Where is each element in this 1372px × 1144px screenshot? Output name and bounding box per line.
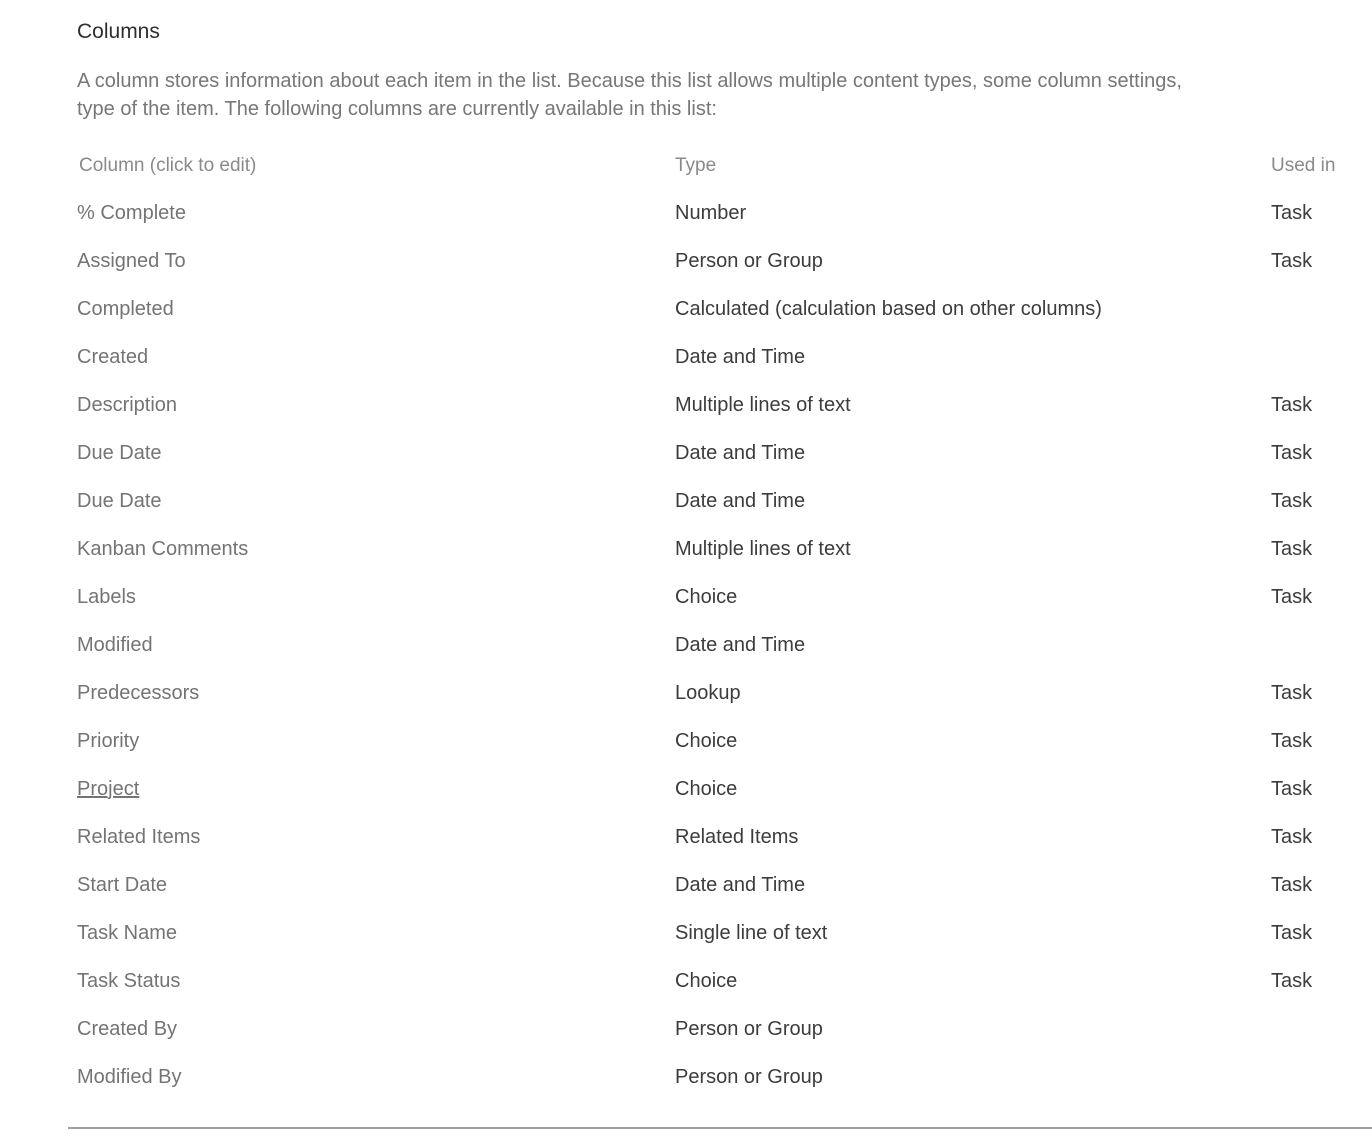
column-used-in: Task <box>1271 441 1313 464</box>
table-row <box>77 525 1372 573</box>
table-row <box>77 669 1372 717</box>
table-row <box>77 573 1372 621</box>
column-name-link[interactable]: Priority <box>77 729 140 752</box>
column-name-cell <box>77 525 675 573</box>
columns-table <box>77 142 1372 1101</box>
column-name-cell <box>77 189 675 237</box>
table-row <box>77 909 1372 957</box>
column-type: Date and Time <box>675 345 806 368</box>
column-used-in: Task <box>1271 777 1313 800</box>
column-type: Related Items <box>675 825 799 848</box>
column-used-in: Task <box>1271 729 1313 752</box>
header-column: Column (click to edit) <box>79 154 257 176</box>
section-divider <box>68 1127 1372 1129</box>
table-row <box>77 237 1372 285</box>
column-used-in <box>1271 621 1372 669</box>
column-name-cell <box>77 813 675 861</box>
header-type: Type <box>675 154 717 176</box>
column-name-link[interactable]: Description <box>77 393 178 416</box>
column-used-in: Task <box>1271 681 1313 704</box>
column-name-cell <box>77 765 675 813</box>
column-type: Date and Time <box>675 489 806 512</box>
column-name-link[interactable]: Kanban Comments <box>77 537 249 560</box>
column-name-link[interactable]: Created By <box>77 1017 178 1040</box>
table-row <box>77 429 1372 477</box>
table-row <box>77 765 1372 813</box>
column-name-link[interactable]: Task Status <box>77 969 181 992</box>
table-row <box>77 861 1372 909</box>
table-row <box>77 1053 1372 1101</box>
column-name-link[interactable]: Created <box>77 345 149 368</box>
column-used-in: Task <box>1271 201 1313 224</box>
table-row <box>77 1005 1372 1053</box>
column-name-link[interactable]: Project <box>77 777 140 800</box>
table-row <box>77 717 1372 765</box>
column-name-cell <box>77 621 675 669</box>
column-name-cell <box>77 573 675 621</box>
column-name-cell <box>77 333 675 381</box>
column-used-in: Task <box>1271 825 1313 848</box>
column-type: Date and Time <box>675 633 806 656</box>
table-row <box>77 477 1372 525</box>
column-type: Calculated (calculation based on other columns) <box>675 297 1102 320</box>
column-name-link[interactable]: Task Name <box>77 921 178 944</box>
column-used-in <box>1271 333 1372 381</box>
table-row <box>77 621 1372 669</box>
column-name-cell <box>77 1053 675 1101</box>
column-name-cell <box>77 237 675 285</box>
column-name-link[interactable]: Modified <box>77 633 153 656</box>
table-header-row <box>77 142 1372 189</box>
column-type: Choice <box>675 585 738 608</box>
section-title: Columns <box>77 20 160 43</box>
column-used-in <box>1271 285 1372 333</box>
column-used-in: Task <box>1271 489 1313 512</box>
column-name-cell <box>77 669 675 717</box>
column-type: Number <box>675 201 747 224</box>
header-used-in: Used in <box>1271 154 1336 176</box>
column-type: Date and Time <box>675 441 806 464</box>
table-row <box>77 381 1372 429</box>
column-used-in: Task <box>1271 969 1313 992</box>
column-name-link[interactable]: Modified By <box>77 1065 182 1088</box>
column-type: Multiple lines of text <box>675 393 851 416</box>
column-type: Choice <box>675 969 738 992</box>
column-name-link[interactable]: Due Date <box>77 489 162 512</box>
column-type: Date and Time <box>675 873 806 896</box>
column-name-link[interactable]: Labels <box>77 585 136 608</box>
column-type: Choice <box>675 777 738 800</box>
table-row <box>77 813 1372 861</box>
column-name-link[interactable]: Start Date <box>77 873 168 896</box>
column-type: Lookup <box>675 681 741 704</box>
column-name-link[interactable]: Completed <box>77 297 174 320</box>
column-name-cell <box>77 861 675 909</box>
column-name-link[interactable]: Predecessors <box>77 681 200 704</box>
column-name-link[interactable]: Assigned To <box>77 249 186 272</box>
column-used-in: Task <box>1271 873 1313 896</box>
column-name-cell <box>77 957 675 1005</box>
column-name-cell <box>77 477 675 525</box>
table-row <box>77 189 1372 237</box>
column-used-in <box>1271 1053 1372 1101</box>
column-type: Single line of text <box>675 921 828 944</box>
column-name-link[interactable]: Related Items <box>77 825 201 848</box>
column-used-in <box>1271 1005 1372 1053</box>
column-type: Person or Group <box>675 249 823 272</box>
column-type: Choice <box>675 729 738 752</box>
column-type: Person or Group <box>675 1065 823 1088</box>
column-used-in: Task <box>1271 393 1313 416</box>
column-name-link[interactable]: % Complete <box>77 201 186 224</box>
column-name-cell <box>77 717 675 765</box>
column-name-cell <box>77 1005 675 1053</box>
table-row <box>77 957 1372 1005</box>
columns-table-body <box>77 189 1372 1101</box>
column-used-in: Task <box>1271 921 1313 944</box>
column-name-link[interactable]: Due Date <box>77 441 162 464</box>
column-name-cell <box>77 381 675 429</box>
column-name-cell <box>77 909 675 957</box>
column-name-cell <box>77 285 675 333</box>
column-name-cell <box>77 429 675 477</box>
table-row <box>77 333 1372 381</box>
table-row <box>77 285 1372 333</box>
column-used-in: Task <box>1271 585 1313 608</box>
column-used-in: Task <box>1271 249 1313 272</box>
column-type: Person or Group <box>675 1017 823 1040</box>
section-description <box>77 67 1372 123</box>
description-line-2: type of the item. The following columns are currently available in this list: <box>77 98 717 120</box>
column-type: Multiple lines of text <box>675 537 851 560</box>
description-line-1: A column stores information about each item in the list. Because this list allows multiple content types, some column settings, <box>77 70 1182 92</box>
column-used-in: Task <box>1271 537 1313 560</box>
